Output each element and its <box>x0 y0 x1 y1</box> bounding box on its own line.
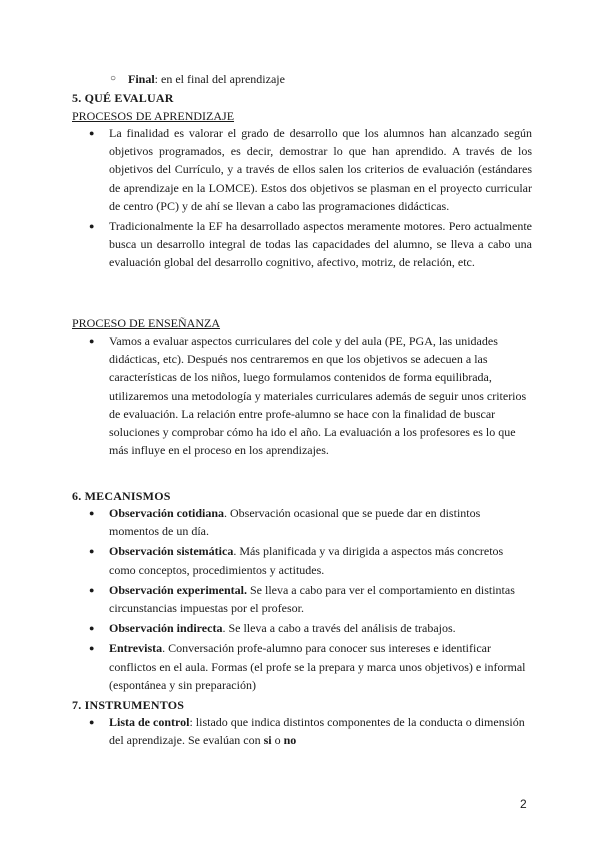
section-5-title: 5. QUÉ EVALUAR <box>72 91 174 105</box>
si-term: si <box>263 733 272 748</box>
item-text: . Observación ocasional que se puede dar en distintos momentos de un día. <box>109 506 481 539</box>
item-text: Se lleva a cabo para ver el comportamiento en distintas circunstancias impuestas por el profesor. <box>109 582 515 616</box>
list-item <box>72 581 532 617</box>
sub-bullet-final <box>128 70 285 88</box>
item-term: Observación sistemática <box>109 544 234 559</box>
page-number: 2 <box>520 797 527 811</box>
list-item: ● Vamos a evaluar aspectos curriculares del cole y del aula (PE, PGA, las unidades didácticas, etc). Después nos centraremos en que los objetivos se adecuen a las características de los niños, luego formulamos contenidos de forma equilibrada, utilizaremos una metodología y materiales curriculares además de seguir unos criterios de evaluación. La relación entre profe-alumno se hace con la finalidad de buscar soluciones y comprobar cómo ha ido el año. La evaluación a los profesores es lo que más influye en el proceso en los aprendizajes. <box>72 332 532 459</box>
item-term: Observación cotidiana <box>109 506 225 520</box>
final-term: Final <box>128 72 155 86</box>
item-text: . Conversación profe-alumno para conocer sus intereses e identificar conflictos en el aula. Formas (el profe se la prepara y marca unos objetivos) e informal (espontánea y sin preparación) <box>109 641 526 692</box>
list-item <box>72 713 532 749</box>
ensenanza-list <box>72 332 532 461</box>
section-6-title: 6. MECANISMOS <box>72 489 171 503</box>
item-text: : listado que indica distintos componentes de la conducta o dimensión del aprendizaje. Se evalúan con <box>109 715 525 748</box>
mecanismos-list <box>72 504 532 696</box>
item-term: Entrevista <box>109 641 163 656</box>
list-item: ● Tradicionalmente la EF ha desarrollado aspectos meramente motores. Pero actualmente busca un desarrollo integral de todas las capacidades del alumno, se lleva a cabo una evaluación global del desarrollo cognitivo, afectivo, motriz, de relación, etc. <box>72 217 532 272</box>
item-term: Observación experimental. <box>109 582 247 597</box>
subheading-proceso-ensenanza: PROCESO DE ENSEÑANZA <box>72 316 221 330</box>
list-item <box>72 639 532 694</box>
list-item <box>72 504 532 540</box>
item-term: Observación indirecta <box>109 621 223 636</box>
o-text: o <box>271 733 284 748</box>
item-term: Lista de control <box>109 715 190 729</box>
final-text: : en el final del aprendizaje <box>154 72 285 86</box>
list-item <box>72 619 532 637</box>
list-item: ● La finalidad es valorar el grado de desarrollo que los alumnos han alcanzado según objetivos programados, es decir, demostrar lo que han aprendido. A través de los objetivos del Currículo, y a través de ellos salen los criterios de evaluación (estándares de aprendizaje en la LOMCE). Estos dos objetivos se plasman en el proyecto curricular de centro (PC) y de ahí se llevan a cabo las programaciones didácticas. <box>72 124 532 215</box>
list-item <box>72 542 532 578</box>
section-7-title: 7. INSTRUMENTOS <box>72 698 185 712</box>
subheading-procesos-aprendizaje: PROCESOS DE APRENDIZAJE <box>72 109 235 123</box>
item-text: . Se lleva a cabo a través del análisis de trabajos. <box>222 621 456 636</box>
instrumentos-list <box>72 713 532 751</box>
item-text: . Más planificada y va dirigida a aspectos más concretos como conceptos, procedimientos y actitudes. <box>109 544 504 577</box>
no-term: no <box>283 733 297 748</box>
aprendizaje-list <box>72 124 532 274</box>
